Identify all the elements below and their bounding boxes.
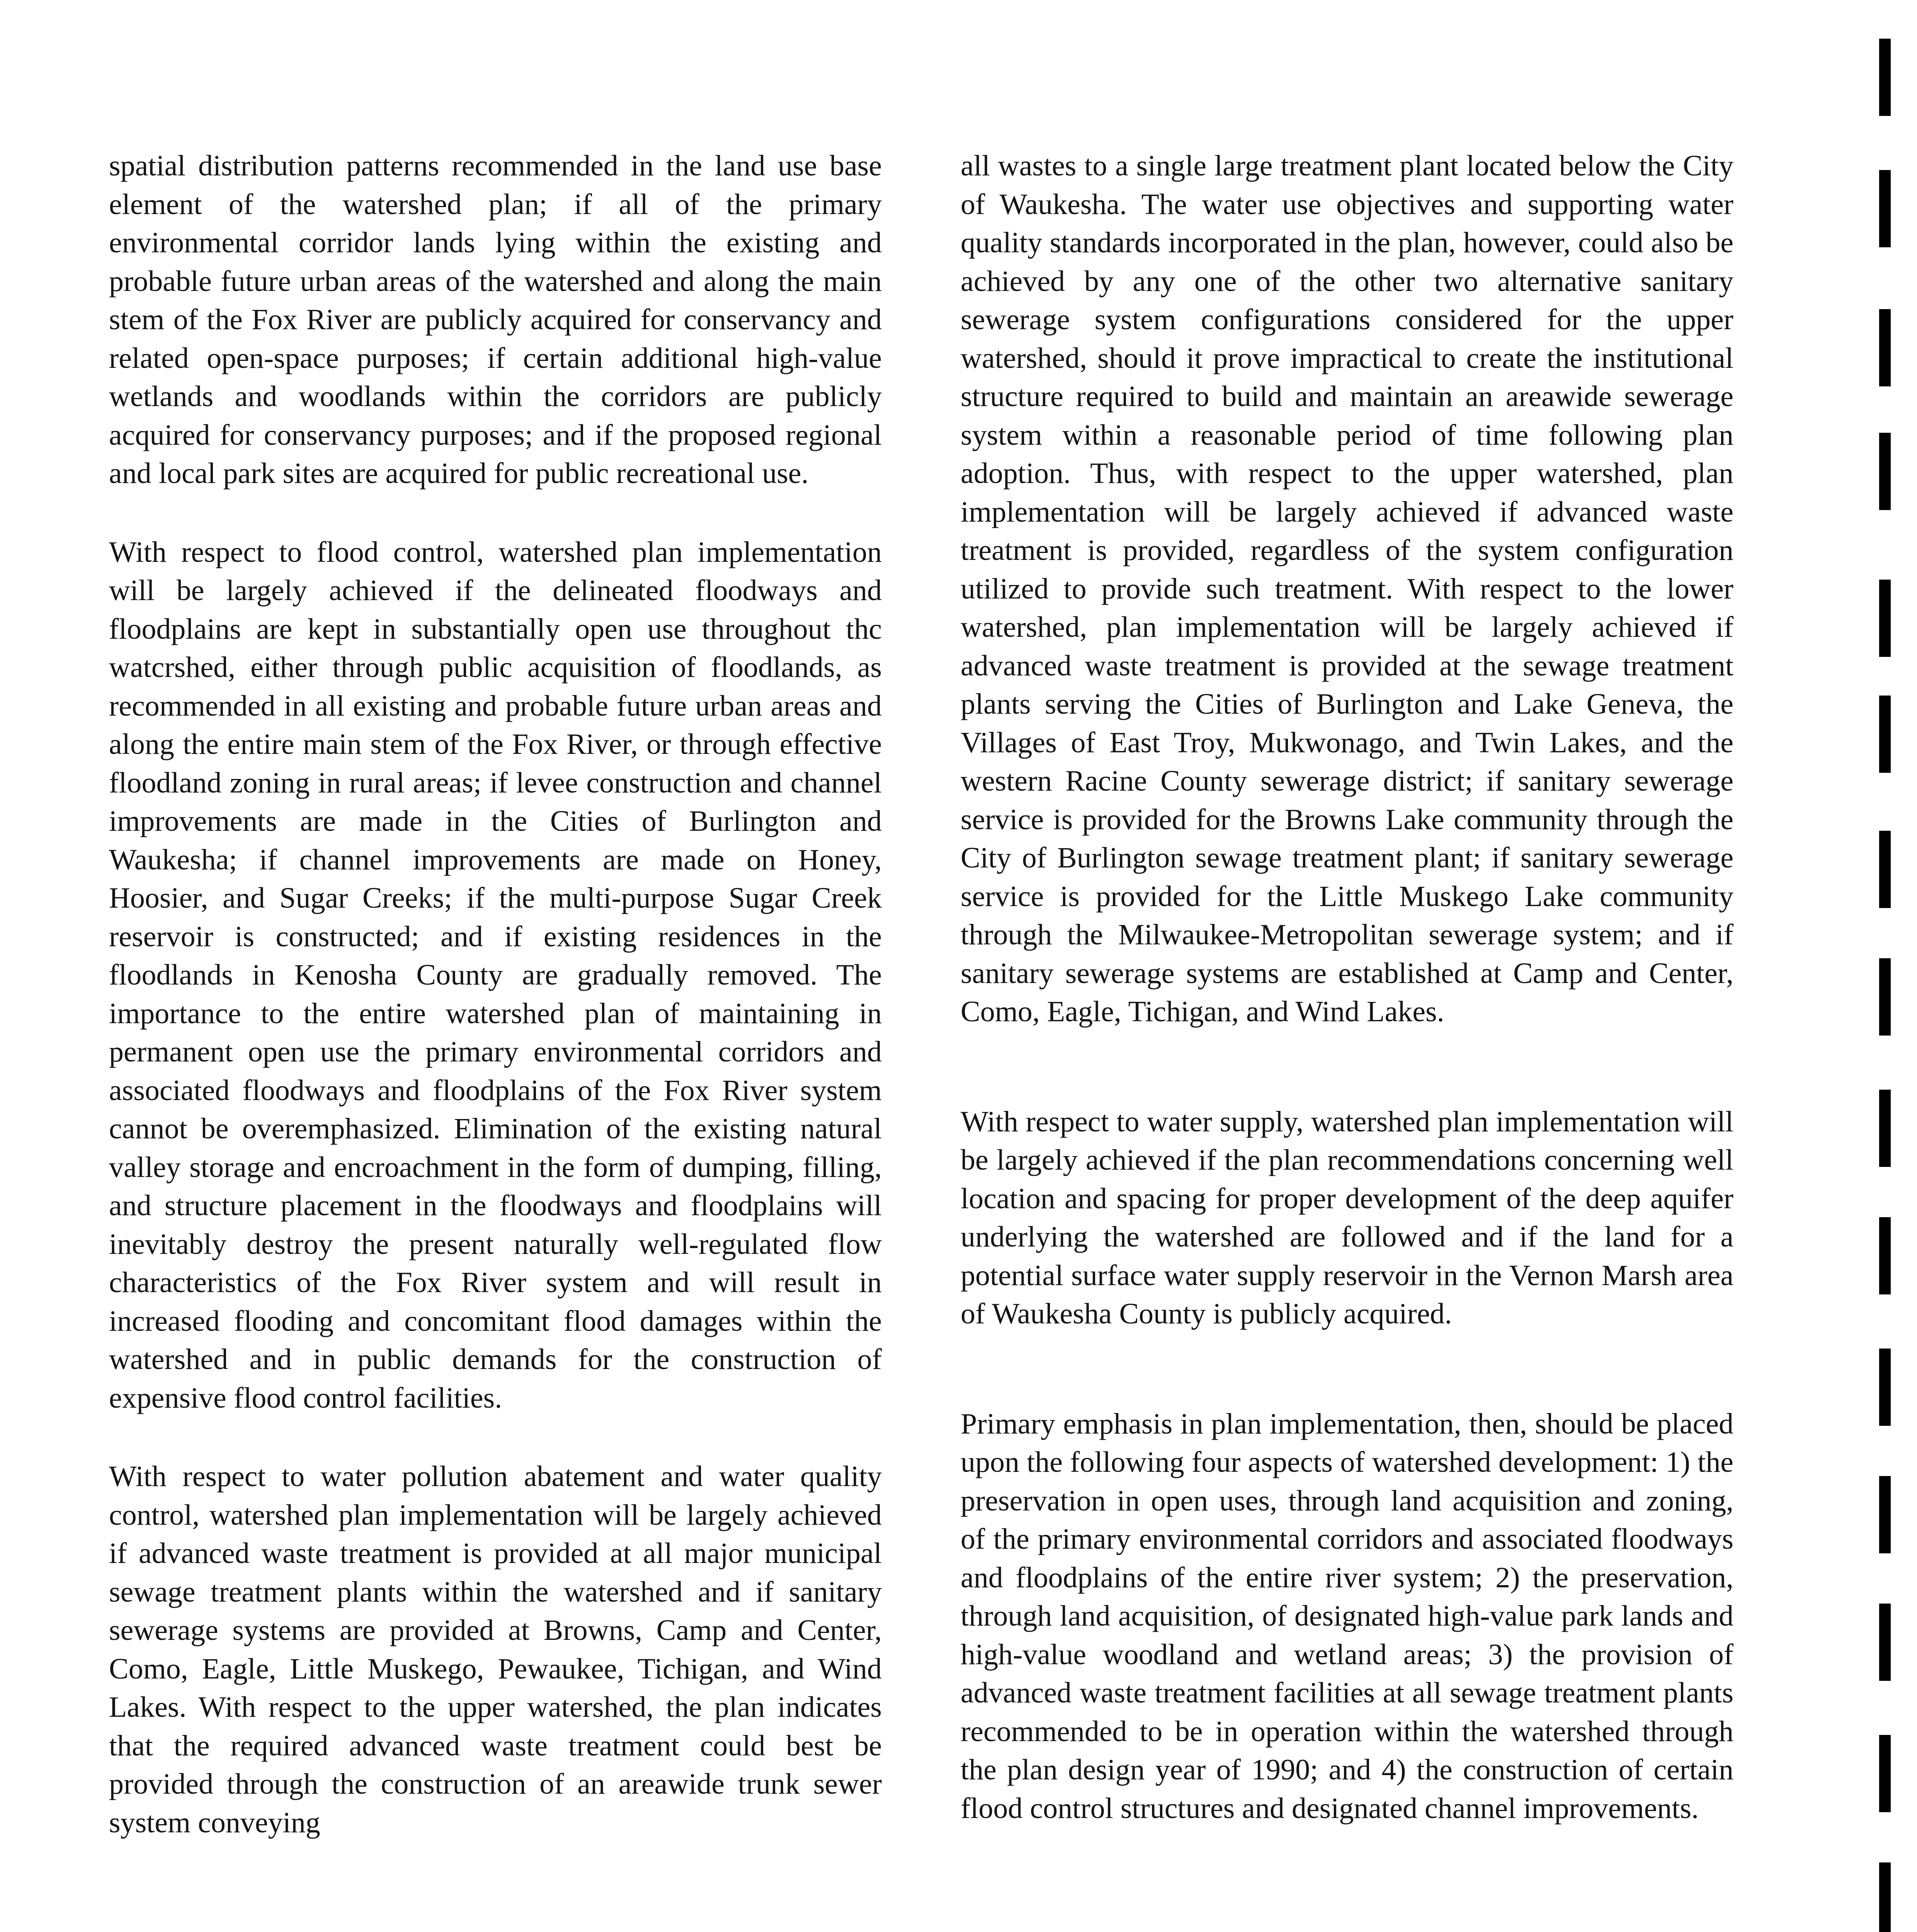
paragraph-flood-control: With respect to flood control, watershed plan implementation will be largely achieved if the delineated floodways and floodplains are kept in substantially open use throughout thc watcrshed, either through public acquisition of floodlands, as recommended in all existing and probable future urban areas and along the entire main stem of the Fox River, or through effective floodland zoning in rural areas; if levee construction and channel improvements are made in the Cities of Burlington and Waukesha; if channel improvements are made on Honey, Hoosier, and Sugar Creeks; if the multi-purpose Sugar Creek reservoir is constructed; and if existing residences in the floodlands in Kenosha County are gradually removed. The importance to the entire watershed plan of maintaining in permanent open use the primary environmental corridors and associated floodways and floodplains of the Fox River system cannot be overemphasized. Elimination of the existing natural valley storage and encroachment in the form of dumping, filling, and structure placement in the floodways and floodplains will inevitably destroy the present naturally well-regulated flow characteristics of the Fox River system and will result in increased flooding and concomitant flood damages within the watershed and in public demands for the construction of expensive flood control facilities. [109, 536, 882, 1414]
right-text-column [961, 147, 1733, 1828]
binding-mark [1879, 696, 1891, 773]
binding-mark [1879, 831, 1891, 908]
paragraph-gap [109, 1417, 882, 1458]
paragraph-water-supply: With respect to water supply, watershed plan implementation will be largely achieved if the plan recommendations concerning well location and spacing for proper development of the deep aquifer underlying the watershed are followed and if the land for a potential surface water supply reservoir in the Vernon Marsh area of Waukesha County is publicly acquired. [961, 1105, 1733, 1330]
left-text-column [109, 147, 882, 1842]
paragraph-gap [109, 493, 882, 533]
binding-mark [1879, 1735, 1891, 1812]
paragraph-gap [961, 1333, 1733, 1405]
binding-mark [1879, 309, 1891, 386]
binding-mark [1879, 1349, 1891, 1426]
binding-mark [1879, 170, 1891, 247]
paragraph-primary-emphasis: Primary emphasis in plan implementation, then, should be placed upon the following four aspects of watershed development: 1) the preservation in open uses, through land acquisition and zoning, of the primary environmental corridors and associated floodways and floodplains of the entire river system; 2) the preservation, through land acquisition, of designated high-value park lands and high-value woodland and wetland areas; 3) the provision of advanced waste treatment facilities at all sewage treatment plants recommended to be in operation within the watershed through the plan design year of 1990; and 4) the construction of certain flood control structures and designated channel improvements. [961, 1407, 1733, 1825]
binding-mark [1879, 1604, 1891, 1681]
paragraph-land-use: spatial distribution patterns recommended in the land use base element of the watershed plan; if all of the primary environmental corridor lands lying within the existing and probable future urban areas of the watershed and along the main stem of the Fox River are publicly acquired for conservancy and related open-space purposes; if certain additional high-value wetlands and woodlands within the corridors are publicly acquired for conservancy purposes; and if the proposed regional and local park sites are acquired for public recreational use. [109, 150, 882, 490]
paragraph-gap [961, 1031, 1733, 1103]
binding-mark [1879, 1090, 1891, 1167]
binding-mark [1879, 1217, 1891, 1294]
paragraph-sewerage-configuration: all wastes to a single large treatment plant located below the City of Waukesha. The water use objectives and supporting water quality standards incorporated in the plan, however, could also be achieved by any one of the other two alternative sanitary sewerage system configurations considered for the upper watershed, should it prove impractical to create the institutional structure required to build and maintain an areawide sewerage system within a reasonable period of time following plan adoption. Thus, with respect to the upper watershed, plan implementation will be largely achieved if advanced waste treatment is provided, regardless of the system configuration utilized to provide such treatment. With respect to the lower watershed, plan implementation will be largely achieved if advanced waste treatment is provided at the sewage treatment plants serving the Cities of Burlington and Lake Geneva, the Villages of East Troy, Mukwonago, and Twin Lakes, and the western Racine County sewerage district; if sanitary sewerage service is provided for the Browns Lake community through the City of Burlington sewage treatment plant; if sanitary sewerage service is provided for the Little Muskego Lake community through the Milwaukee-Metropolitan sewerage system; and if sanitary sewerage systems are established at Camp and Center, Como, Eagle, Tichigan, and Wind Lakes. [961, 150, 1733, 1028]
binding-mark [1879, 958, 1891, 1036]
binding-marks [1876, 0, 1899, 1932]
binding-mark [1879, 580, 1891, 657]
binding-mark [1879, 1862, 1891, 1932]
binding-mark [1879, 39, 1891, 116]
binding-mark [1879, 433, 1891, 510]
binding-mark [1879, 1476, 1891, 1553]
paragraph-water-pollution: With respect to water pollution abatement and water quality control, watershed plan implementation will be largely achieved if advanced waste treatment is provided at all major municipal sewage treatment plants within the watershed and if sanitary sewerage systems are provided at Browns, Camp and Center, Como, Eagle, Little Muskego, Pewaukee, Tichigan, and Wind Lakes. With respect to the upper watershed, the plan indicates that the required advanced waste treatment could best be provided through the construction of an areawide trunk sewer system conveying [109, 1460, 882, 1839]
